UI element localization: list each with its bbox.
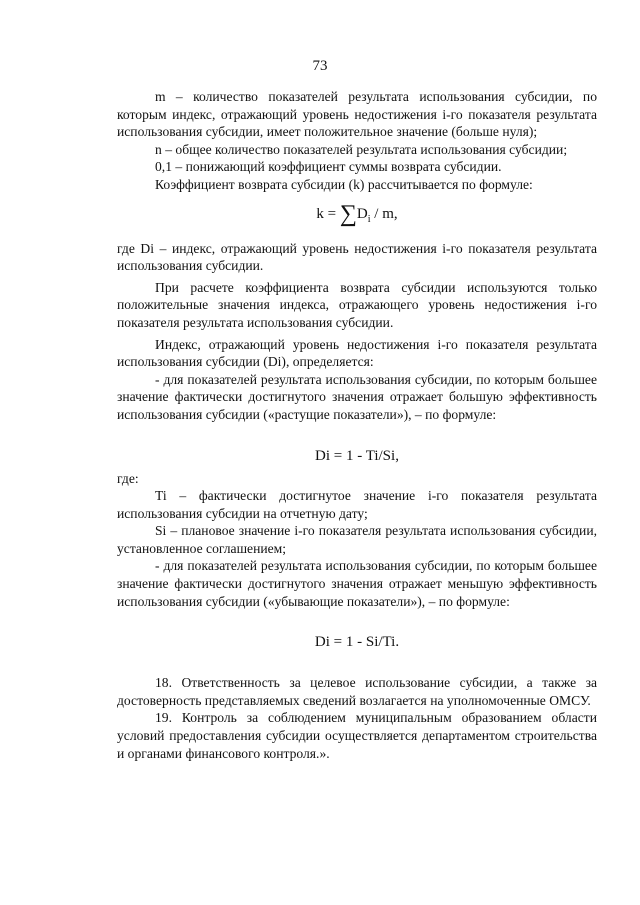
formula-k-right: / m, <box>370 205 398 222</box>
paragraph-item-18: 18. Ответственность за целевое использование субсидии, а также за достоверность представляемых сведений возлагается на уполномоченные ОМСУ. <box>117 675 597 708</box>
document-body <box>117 88 597 762</box>
paragraph-si-definition: Si – плановое значение i-го показателя результата использования субсидии, установленное соглашением; <box>117 523 597 556</box>
formula-k <box>117 200 597 230</box>
paragraph-declining-indicators: - для показателей результата использования субсидии, по которым большее значение фактически достигнутого значения отражает меньшую эффективность использования субсидии («убывающие показатели»), – по формуле: <box>117 558 597 609</box>
paragraph-m-definition: m – количество показателей результата использования субсидии, по которым индекс, отражающий уровень недостижения i-го показателя результата использования субсидии, имеет положительное значение (больше нуля); <box>117 89 597 140</box>
paragraph-coefficient-definition: 0,1 – понижающий коэффициент суммы возврата субсидии. <box>155 159 502 175</box>
paragraph-k-intro: Коэффициент возврата субсидии (k) рассчитывается по формуле: <box>155 176 533 192</box>
formula-di-growth: Di = 1 - Ti/Si, <box>315 447 399 464</box>
formula-k-d: D <box>356 205 368 222</box>
paragraph-n-definition: n – общее количество показателей результата использования субсидии; <box>155 141 568 157</box>
sum-sign: ∑ <box>339 200 357 227</box>
paragraph-ti-definition: Ti – фактически достигнутое значение i-го показателя результата использования субсидии на отчетную дату; <box>117 488 597 521</box>
formula-di-decline: Di = 1 - Si/Ti. <box>314 634 400 651</box>
paragraph-growing-indicators: - для показателей результата использования субсидии, по которым большее значение фактически достигнутого значения отражает большую эффективность использования субсидии («растущие показатели»), – по формуле: <box>117 371 597 422</box>
formula-k-subscript: i <box>367 213 371 225</box>
formula-k-left: k = <box>316 205 340 222</box>
page-number: 73 <box>312 58 328 74</box>
paragraph-where: где: <box>117 470 139 486</box>
paragraph-positive-values: При расчете коэффициента возврата субсидии используются только положительные значения индекса, отражающего уровень недостижения i-го показателя результата использования субсидии. <box>117 279 597 330</box>
paragraph-item-19: 19. Контроль за соблюдением муниципальным образованием области условий предоставления субсидии осуществляется департаментом строительства и органами финансового контроля.». <box>117 710 597 761</box>
paragraph-di-definition: где Di – индекс, отражающий уровень недостижения i-го показателя результата использования субсидии. <box>117 240 597 274</box>
paragraph-index-intro: Индекс, отражающий уровень недостижения i-го показателя результата использования субсидии (Di), определяется: <box>117 336 597 370</box>
